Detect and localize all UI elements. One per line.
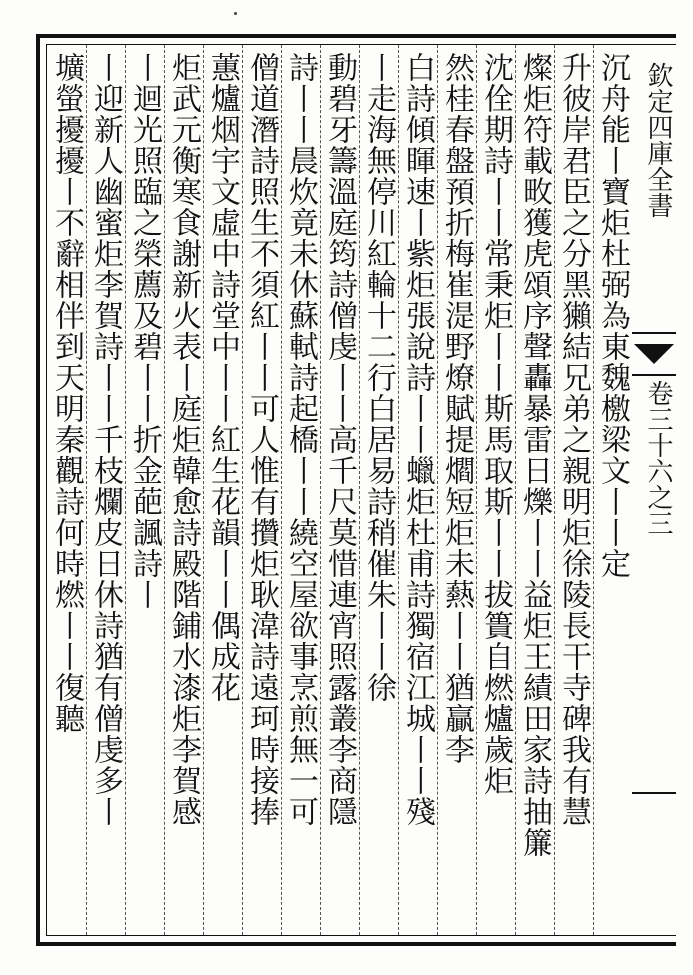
text-column: 丨走海無停川紅輪十二行白居易詩稍催朱丨丨徐 — [361, 52, 396, 703]
text-column: 燦炬符載畋獲虎頌序聲轟暴雷日爍丨丨益炬王績田家詩抽簾 — [517, 52, 552, 858]
margin-column — [632, 380, 678, 780]
text-column: 白詩傾睴速丨紫炬張說詩丨丨蠟炬杜甫詩獨宿江城丨丨殘 — [400, 52, 435, 827]
text-column: 詩丨丨晨炊竟未休蘇軾詩起橋丨丨繞空屋欲事烹煎無一可 — [283, 52, 318, 827]
text-column: 壙螢擾擾丨不辭相伴到天明秦觀詩何時燃丨丨復聽 — [49, 52, 84, 734]
text-column: 然桂春盤預折梅崔湜野燎賦提爓短炬未爇丨丨猶贏李 — [439, 52, 474, 765]
book-title: 欽定四庫全書 — [643, 62, 673, 218]
text-column: 炬武元衡寒食謝新火表丨庭炬韓愈詩殿階鋪水漆炬李賀感 — [166, 52, 201, 827]
text-column: 沉舟能丨寶炬杜弼為東魏檄梁文丨丨定 — [595, 52, 630, 579]
text-column: 丨迴光照臨之榮薦及碧丨丨折金葩諷詩丨 — [127, 52, 162, 610]
text-column: 沈佺期詩丨丨常秉炬丨丨斯馬取斯丨丨拔簣自燃爐歲炬 — [478, 52, 513, 796]
text-column: 僧道潛詩照生不須紅丨丨可人惟有攢炬耿湋詩遠珂時接捧 — [244, 52, 279, 827]
ink-speck — [234, 12, 237, 15]
text-column: 蕙爐烟宇文虛中詩堂中丨丨紅生花韻丨丨偶成花 — [205, 52, 240, 703]
margin-rule — [632, 792, 676, 794]
text-column: 升彼岸君臣之分黑獺結兄弟之親明炬徐陵長干寺碑我有慧 — [556, 52, 591, 827]
text-column: 丨迎新人幽蜜炬李賀詩丨丨千枝爛皮日休詩猶有僧虔多丨 — [88, 52, 123, 827]
text-column: 動碧牙籌溫庭筠詩僧虔丨丨高千尺莫惜連宵照露叢李商隱 — [322, 52, 357, 827]
volume-label: 卷三十六之三 — [643, 380, 673, 536]
